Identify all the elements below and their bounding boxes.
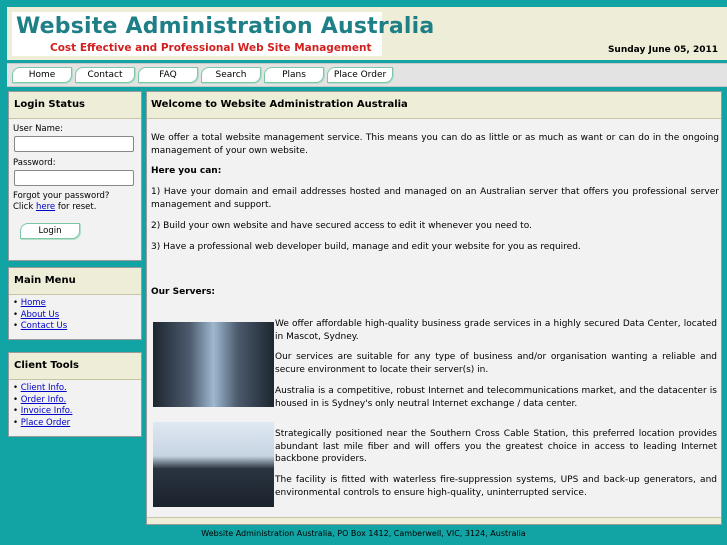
click-text: Click <box>13 202 34 212</box>
main-menu-heading: Main Menu <box>9 268 141 295</box>
server-racks-image <box>153 422 274 507</box>
nav-place-order-button[interactable]: Place Order <box>327 67 393 83</box>
tool-link-client-info[interactable]: Client Info. <box>20 383 67 393</box>
tool-link-invoice-info[interactable]: Invoice Info. <box>20 406 73 416</box>
point-3: 3) Have a professional web developer build, manage and edit your website for you as required. <box>151 242 581 252</box>
servers-paragraph-3: Australia is a competitive, robust Internet and telecommunications market, and the datacenter is housed in is Sydney's only neutral Internet exchange / data center. <box>275 386 717 409</box>
servers-paragraph-2: Our services are suitable for any type of business and/or organisation wanting a reliable and secure environment to locate their server(s) in. <box>275 352 717 375</box>
servers-paragraph-5: The facility is fitted with waterless fire-suppression systems, UPS and back-up generators, and environmental controls to ensure high-quality, uninterrupted service. <box>275 475 717 498</box>
point-2: 2) Build your own website and have secured access to edit it whenever you need to. <box>151 221 532 231</box>
current-date: Sunday June 05, 2011 <box>607 45 718 55</box>
nav-contact-button[interactable]: Contact <box>75 67 135 83</box>
nav-bar <box>7 63 727 87</box>
site-header <box>7 7 727 60</box>
main-content-panel <box>146 91 722 525</box>
list-item: • Place Order <box>13 417 71 428</box>
username-input[interactable] <box>14 136 134 152</box>
list-item: • Invoice Info. <box>13 406 73 416</box>
tool-link-order-info[interactable]: Order Info. <box>20 394 67 405</box>
list-item: • Home <box>13 298 46 308</box>
logo-title: Website Administration Australia <box>16 14 435 39</box>
reset-link[interactable]: here <box>35 202 56 212</box>
datacenter-aisle-image <box>153 322 274 407</box>
nav-home-button[interactable]: Home <box>12 67 72 83</box>
client-tools-list <box>13 383 137 429</box>
list-item: • Contact Us <box>13 321 68 331</box>
client-tools-heading: Client Tools <box>9 353 141 380</box>
reset-line <box>13 202 137 213</box>
list-item: • About Us <box>13 309 60 320</box>
here-you-can-heading: Here you can: <box>151 166 222 176</box>
menu-link-home[interactable]: Home <box>20 298 46 308</box>
tool-link-place-order[interactable]: Place Order <box>20 417 71 428</box>
main-menu-list <box>13 298 137 333</box>
nav-search-button[interactable]: Search <box>201 67 261 83</box>
menu-link-contact-us[interactable]: Contact Us <box>20 321 68 331</box>
intro-paragraph: We offer a total website management service. This means you can do as little or as much as want or can do in the ongoing management of your own website. <box>151 133 719 156</box>
login-heading: Login Status <box>9 92 141 119</box>
servers-paragraph-1: We offer affordable high-quality business grade services in a highly secured Data Center, located in Mascot, Sydney. <box>275 319 717 342</box>
forgot-password-text: Forgot your password? <box>13 191 110 201</box>
nav-plans-button[interactable]: Plans <box>264 67 324 83</box>
username-label: User Name: <box>13 124 64 134</box>
logo-subtitle: Cost Effective and Professional Web Site Management <box>50 42 372 54</box>
password-label: Password: <box>13 158 56 168</box>
site-footer: Website Administration Australia, PO Box 1412, Camberwell, VIC, 3124, Australia <box>201 529 526 538</box>
client-tools-panel <box>8 352 142 437</box>
site-logo[interactable] <box>12 12 435 56</box>
servers-paragraph-4: Strategically positioned near the Southern Cross Cable Station, this preferred location provides abundant last mile fiber and will offers you the greatest choice in access to leading Internet backbone providers. <box>275 429 717 464</box>
page-container <box>7 7 727 518</box>
list-item: • Client Info. <box>13 383 67 393</box>
point-1: 1) Have your domain and email addresses hosted and managed on an Australian server that offers you professional server management and support. <box>151 187 719 210</box>
main-footer-bar <box>147 517 721 524</box>
main-menu-panel <box>8 267 142 340</box>
for-reset-text: for reset. <box>57 202 97 212</box>
servers-heading: Our Servers: <box>151 287 216 297</box>
list-item: • Order Info. <box>13 394 67 405</box>
login-panel <box>8 91 142 261</box>
menu-link-about-us[interactable]: About Us <box>20 309 60 320</box>
password-input[interactable] <box>14 170 134 186</box>
login-button[interactable]: Login <box>20 223 80 239</box>
nav-faq-button[interactable]: FAQ <box>138 67 198 83</box>
main-heading: Welcome to Website Administration Australia <box>147 92 721 119</box>
